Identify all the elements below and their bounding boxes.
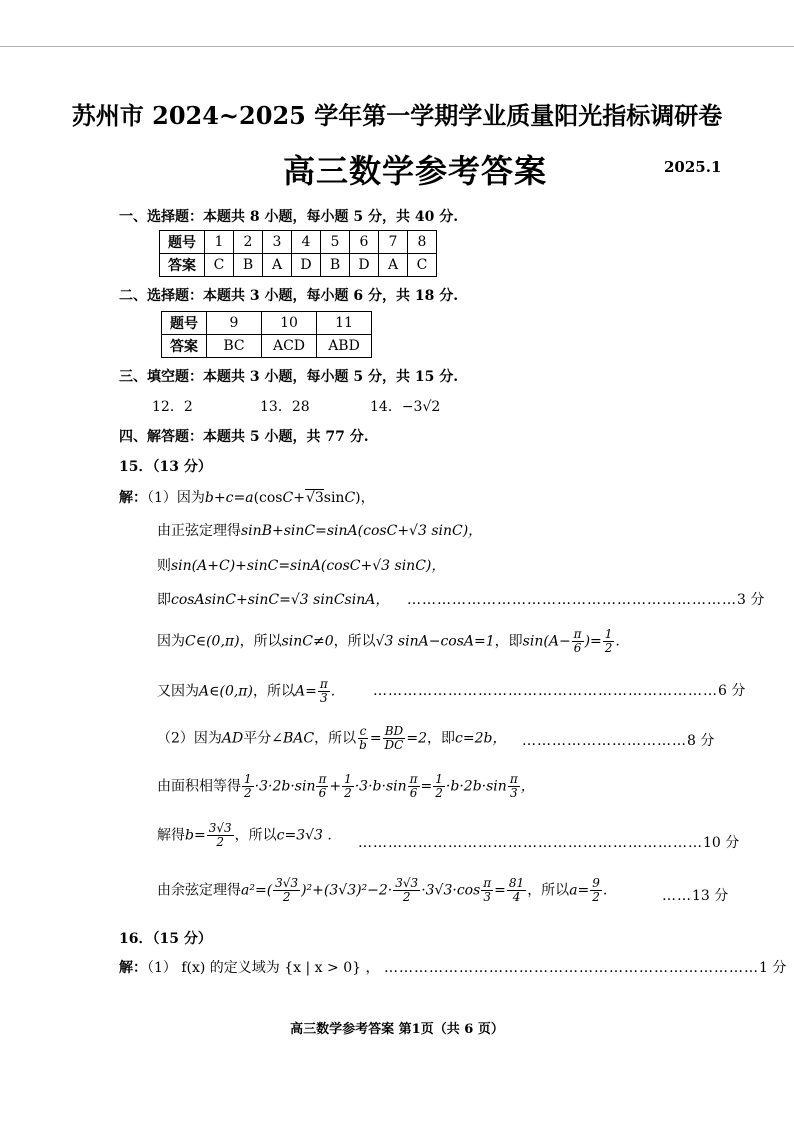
table-cell: B bbox=[234, 254, 263, 277]
exam-title: 苏州市 2024~2025 学年第一学期学业质量阳光指标调研卷 bbox=[71, 101, 723, 130]
answer-13: 13．28 bbox=[260, 399, 310, 415]
table-row bbox=[160, 254, 437, 277]
table-cell: 5 bbox=[321, 231, 350, 254]
q15-score-3: …………………………………………………………3 分 bbox=[407, 592, 765, 608]
row-label: 题号 bbox=[162, 312, 207, 335]
q15-score-10: ……………………………………………………………10 分 bbox=[358, 835, 740, 851]
q15-score-6: ……………………………………………………………6 分 bbox=[373, 683, 746, 699]
section3-title: 三、填空题：本题共 3 小题，每小题 5 分，共 15 分. bbox=[119, 369, 459, 385]
table-row bbox=[162, 312, 372, 335]
section4-title: 四、解答题：本题共 5 小题，共 77 分. bbox=[119, 429, 369, 445]
q15-score-13: ……13 分 bbox=[662, 888, 729, 904]
q15-line-a-value: 又因为A∈(0,π)，所以A= $\frac{\pi}{3}$ . bbox=[157, 677, 336, 705]
q15-line-part2: （2）因为AD平分∠BAC，所以 $\frac{c}{b}$ = $\frac{BD}{DC}$ =2，即c=2b， bbox=[157, 724, 507, 752]
table-cell: 1 bbox=[205, 231, 234, 254]
q15-line-cosine-law: 由余弦定理得a²=( $\frac{3√3}{2}$ )²+(3√3)²−2· $\frac{3√3}{2}$ ·3√3·cos $\frac{\pi}{3}$ = $\frac{81}{4}$ ，所以a= $\frac{9}{2}$ . bbox=[157, 876, 608, 904]
q15-line-area: 由面积相等得 $\frac{1}{2}$ ·3·2b·sin $\frac{\pi}{6}$ + $\frac{1}{2}$ ·3·b·sin $\frac{\pi}{6}$ = $\frac{1}{2}$ ·b·2b·sin $\frac{\pi}{3}$ ， bbox=[157, 772, 535, 800]
q16-heading: 16．（15 分） bbox=[119, 931, 212, 947]
row-label: 题号 bbox=[160, 231, 205, 254]
q15-score-8: ……………………………8 分 bbox=[522, 733, 715, 749]
section2-title: 二、选择题：本题共 3 小题，每小题 6 分，共 18 分. bbox=[119, 288, 459, 304]
table-row bbox=[162, 335, 372, 358]
section1-title: 一、选择题：本题共 8 小题，每小题 5 分，共 40 分. bbox=[119, 209, 459, 225]
table-cell: D bbox=[292, 254, 321, 277]
table-cell: A bbox=[263, 254, 292, 277]
q15-heading: 15．（13 分） bbox=[119, 459, 212, 475]
table-cell: BC bbox=[207, 335, 262, 358]
table-cell: A bbox=[379, 254, 408, 277]
section1-answer-table bbox=[159, 230, 437, 277]
q15-line-then: 则sin(A+C)+sinC=sinA(cosC+√3 sinC)， bbox=[157, 558, 446, 574]
table-cell: 8 bbox=[408, 231, 437, 254]
exam-date: 2025.1 bbox=[664, 158, 722, 176]
table-cell: C bbox=[205, 254, 234, 277]
q16-jie bbox=[119, 957, 379, 977]
q15-jie: 解：（1）因为b+c=a(cosC+√3sinC)， bbox=[119, 490, 375, 506]
table-cell: ABD bbox=[317, 335, 372, 358]
table-cell: 6 bbox=[350, 231, 379, 254]
top-rule bbox=[0, 46, 794, 47]
page-title: 高三数学参考答案 bbox=[283, 152, 548, 190]
table-cell: 4 bbox=[292, 231, 321, 254]
q16-score-1: …………………………………………………………………1 分 bbox=[384, 960, 787, 976]
fill-answers bbox=[152, 396, 440, 416]
table-cell: 10 bbox=[262, 312, 317, 335]
q16-line-1: （1） f(x) 的定义域为 {x | x > 0} ， bbox=[147, 960, 380, 976]
section2-answer-table bbox=[161, 311, 372, 358]
row-label: 答案 bbox=[162, 335, 207, 358]
table-row bbox=[160, 231, 437, 254]
table-cell: B bbox=[321, 254, 350, 277]
page-footer: 高三数学参考答案 第1页（共 6 页） bbox=[290, 1022, 504, 1037]
q15-line-because-c: 因为C∈(0,π)，所以sinC≠0，所以√3 sinA−cosA=1，即sin(A− $\frac{\pi}{6}$ )= $\frac{1}{2}$ . bbox=[157, 627, 620, 655]
table-cell: 11 bbox=[317, 312, 372, 335]
table-cell: D bbox=[350, 254, 379, 277]
table-cell: 2 bbox=[234, 231, 263, 254]
table-cell: 3 bbox=[263, 231, 292, 254]
table-cell: ACD bbox=[262, 335, 317, 358]
jie-label: 解： bbox=[119, 960, 147, 976]
jie-label: 解： bbox=[119, 490, 147, 506]
answer-14: 14．−3√2 bbox=[370, 399, 441, 415]
table-cell: 9 bbox=[207, 312, 262, 335]
q15-line-solve-b: 解得b= $\frac{3√3}{2}$ ，所以c=3√3 . bbox=[157, 821, 332, 849]
table-cell: C bbox=[408, 254, 437, 277]
q15-line-sine-law: 由正弦定理得sinB+sinC=sinA(cosC+√3 sinC)， bbox=[157, 523, 483, 539]
q15-line-namely: 即cosAsinC+sinC=√3 sinCsinA， bbox=[157, 592, 390, 608]
row-label: 答案 bbox=[160, 254, 205, 277]
table-cell: 7 bbox=[379, 231, 408, 254]
answer-12: 12．2 bbox=[152, 399, 193, 415]
